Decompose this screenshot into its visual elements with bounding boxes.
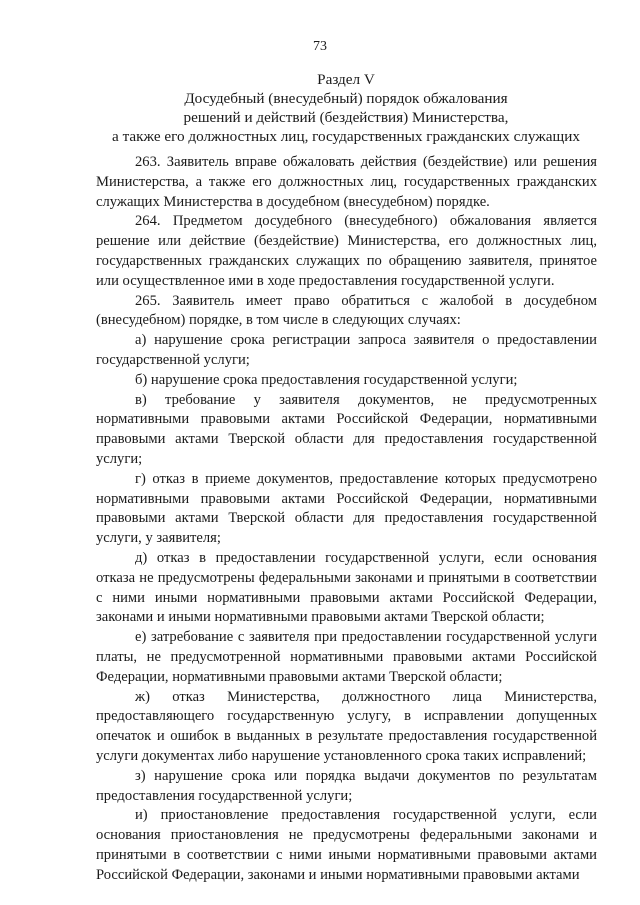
paragraph-263: 263. Заявитель вправе обжаловать действия (бездействие) или решения Министерства, а также его должностных лиц, государственных гражданских служащих Министерства в досудебном (внесудебном) порядке.	[96, 154, 597, 210]
section-subtitle-line-3: а также его должностных лиц, государственных гражданских служащих	[112, 128, 580, 145]
page-number: 73	[313, 39, 327, 54]
body-text	[96, 153, 597, 885]
paragraph-264: 264. Предметом досудебного (внесудебного) обжалования является решение или действие (бездействие) Министерства, его должностных лиц, государственных гражданских служащих по обращению заявителя, принятое или осуществленное ими в ходе предоставления государственной услуги.	[96, 213, 597, 289]
list-item-i: и) приостановление предоставления государственной услуги, если основания приостановления не предусмотрены федеральными законами и принятыми в соответствии с ними иными нормативными правовыми актами Российской Федерации, законами и иными нормативными правовыми актами	[96, 807, 597, 883]
section-heading	[96, 70, 596, 146]
section-subtitle-line-2: решений и действий (бездействия) Министерства,	[183, 109, 509, 126]
list-item-z: з) нарушение срока или порядка выдачи документов по результатам предоставления государственной услуги;	[96, 767, 597, 804]
list-item-v: в) требование у заявителя документов, не предусмотренных нормативными правовыми актами Российской Федерации, нормативными правовыми актами Тверской области для предоставления государственной услуги;	[96, 391, 597, 467]
list-item-zh: ж) отказ Министерства, должностного лица Министерства, предоставляющего государственную услугу, в исправлении допущенных опечаток и ошибок в выданных в результате предоставления государственной услуги документах либо нарушение установленного срока таких исправлений;	[96, 688, 597, 764]
paragraph-265: 265. Заявитель имеет право обратиться с жалобой в досудебном (внесудебном) порядке, в том числе в следующих случаях:	[96, 292, 597, 329]
section-title: Раздел V	[317, 71, 375, 88]
list-item-a: а) нарушение срока регистрации запроса заявителя о предоставлении государственной услуги;	[96, 332, 597, 368]
list-item-d: д) отказ в предоставлении государственной услуги, если основания отказа не предусмотрены федеральными законами и принятыми в соответствии с ними иными нормативными правовыми актами Российской Федерации, законами и иными нормативными правовыми актами Тверской области;	[96, 549, 597, 626]
list-item-e: е) затребование с заявителя при предоставлении государственной услуги платы, не предусмотренной нормативными правовыми актами Российской Федерации, нормативными правовыми актами Тверской области;	[96, 629, 597, 685]
section-subtitle-line-1: Досудебный (внесудебный) порядок обжалования	[184, 90, 508, 107]
list-item-b: б) нарушение срока предоставления государственной услуги;	[135, 371, 518, 388]
list-item-g: г) отказ в приеме документов, предоставление которых предусмотрено нормативными правовыми актами Российской Федерации, нормативными правовыми актами Тверской области для предоставления государственной услуги, у заявителя;	[96, 470, 597, 547]
